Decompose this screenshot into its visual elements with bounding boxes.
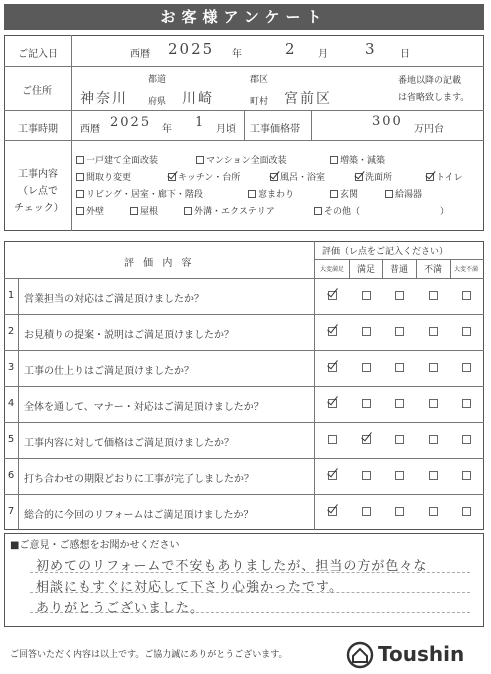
work-period-label: 工事時期 — [18, 124, 58, 135]
rating-level-3: 不満 — [423, 265, 442, 275]
date-label: ご記入日 — [18, 49, 58, 60]
question-text: 打ち合わせの期限どおりに工事が完了しましたか？ — [24, 474, 254, 485]
work-option-8[interactable] — [76, 187, 203, 200]
rating-checkbox-q7-2[interactable] — [395, 507, 404, 516]
work-option-3[interactable] — [76, 170, 131, 183]
work-option-6[interactable] — [355, 170, 392, 183]
date-month-value: 2 — [285, 40, 297, 58]
work-option-label: 増築・減築 — [340, 156, 386, 166]
address-pref-value: 神奈川 — [80, 91, 128, 107]
comments-label: ■ご意見・ご感想をお聞かせください — [10, 540, 180, 551]
price-value: 300 — [372, 114, 403, 129]
question-text: 工事の仕上りはご満足頂けましたか？ — [24, 366, 194, 377]
comment-line-2: 相談にもすぐに対応して下さり心強かったです。 — [36, 580, 343, 595]
address-city-value: 川崎 — [182, 91, 214, 107]
address-label: ご住所 — [22, 86, 52, 97]
work-option-checkbox[interactable] — [130, 207, 138, 215]
rating-checkbox-q6-3[interactable] — [429, 471, 438, 480]
work-year-value: 2025 — [110, 115, 152, 130]
work-option-checkbox[interactable] — [270, 173, 278, 181]
rating-checkbox-q3-0[interactable] — [328, 363, 337, 372]
address-note-line1: 番地以降の記載 — [398, 76, 462, 86]
date-era: 西暦 — [130, 49, 150, 60]
rating-checkbox-q4-0[interactable] — [328, 399, 337, 408]
content-label-line3: チェック） — [14, 203, 64, 214]
date-day-value: 3 — [365, 40, 377, 58]
work-month-unit: 月頃 — [216, 124, 236, 135]
address-city-bottom: 町村 — [250, 97, 269, 107]
rating-checkbox-q7-3[interactable] — [429, 507, 438, 516]
work-option-checkbox[interactable] — [355, 173, 363, 181]
work-option-checkbox[interactable] — [168, 173, 176, 181]
rating-level-1: 満足 — [356, 265, 375, 275]
rating-checkbox-q5-1[interactable] — [362, 435, 371, 444]
date-year-unit: 年 — [232, 49, 242, 60]
price-label: 工事価格帯 — [250, 124, 300, 135]
rating-checkbox-q4-2[interactable] — [395, 399, 404, 408]
work-option-11[interactable] — [385, 187, 422, 200]
address-pref-bottom: 府県 — [148, 97, 167, 107]
rating-checkbox-q6-4[interactable] — [462, 471, 471, 480]
question-number: 6 — [7, 470, 15, 481]
work-option-4[interactable] — [168, 170, 240, 183]
comment-line-1: 初めてのリフォームで不安もありましたが、担当の方が色々な — [36, 559, 428, 574]
rating-checkbox-q1-0[interactable] — [328, 291, 337, 300]
work-option-label: リビング・居室・廊下・階段 — [86, 190, 203, 200]
date-year-value: 2025 — [168, 40, 215, 58]
question-number: 4 — [7, 398, 15, 409]
address-city-top: 郡区 — [250, 75, 269, 85]
question-text: 工事内容に対して価格はご満足頂けましたか？ — [24, 438, 234, 449]
comment-line-3: ありがとうございました。 — [36, 601, 205, 616]
rating-checkbox-q3-4[interactable] — [462, 363, 471, 372]
address-note-line2: は省略致します。 — [398, 93, 470, 103]
work-option-5[interactable] — [270, 170, 325, 183]
rating-checkbox-q5-0[interactable] — [328, 435, 337, 444]
work-month-value: 1 — [195, 115, 206, 130]
question-number: 5 — [7, 434, 15, 445]
rating-checkbox-q6-0[interactable] — [328, 471, 337, 480]
work-option-15[interactable] — [314, 204, 360, 217]
question-number: 1 — [7, 290, 15, 301]
rating-checkbox-q4-1[interactable] — [362, 399, 371, 408]
work-option-14[interactable] — [184, 204, 275, 217]
work-option-checkbox[interactable] — [426, 173, 434, 181]
rating-content-heading: 評 価 内 容 — [124, 258, 195, 269]
question-text: 全体を通して、マナー・対応はご満足頂けましたか？ — [24, 402, 264, 413]
work-option-0[interactable] — [76, 153, 158, 166]
work-option-label: 間取り変更 — [86, 173, 132, 183]
work-option-7[interactable] — [426, 170, 463, 183]
work-option-label: キッチン・台所 — [178, 173, 241, 183]
work-option-checkbox[interactable] — [330, 190, 338, 198]
work-option-label: 一戸建て全面改装 — [86, 156, 159, 166]
rating-level-0: 大変満足 — [319, 266, 344, 273]
rating-checkbox-q6-2[interactable] — [395, 471, 404, 480]
rating-checkbox-q2-4[interactable] — [462, 327, 471, 336]
question-text: 営業担当の対応はご満足頂けましたか？ — [24, 294, 204, 305]
content-label-line2: （レ点で — [18, 186, 58, 197]
rating-checkbox-q7-4[interactable] — [462, 507, 471, 516]
rating-checkbox-q5-3[interactable] — [429, 435, 438, 444]
work-option-checkbox[interactable] — [330, 156, 338, 164]
rating-checkbox-q3-2[interactable] — [395, 363, 404, 372]
work-option-checkbox[interactable] — [385, 190, 393, 198]
content-label-line1: 工事内容 — [18, 169, 58, 180]
work-option-checkbox[interactable] — [184, 207, 192, 215]
address-pref-top: 都道 — [148, 75, 167, 85]
footer-thanks: ご回答いただく内容は以上です。ご協力誠にありがとうございます。 — [10, 650, 288, 660]
date-month-unit: 月 — [318, 49, 328, 60]
rating-level-4: 大変不満 — [453, 266, 478, 273]
rating-checkbox-q4-3[interactable] — [429, 399, 438, 408]
work-option-checkbox[interactable] — [314, 207, 322, 215]
question-number: 3 — [7, 362, 15, 373]
work-option-label: 給湯器 — [395, 190, 423, 200]
work-option-label: 屋根 — [140, 207, 159, 217]
work-option-checkbox[interactable] — [76, 207, 84, 215]
rating-checkbox-q2-0[interactable] — [328, 327, 337, 336]
work-option-10[interactable] — [330, 187, 358, 200]
work-era: 西暦 — [80, 124, 100, 135]
work-option-label: 窓まわり — [258, 190, 295, 200]
rating-checkbox-q4-4[interactable] — [462, 399, 471, 408]
date-day-unit: 日 — [400, 49, 410, 60]
work-option-checkbox[interactable] — [248, 190, 256, 198]
work-option-label: マンション全面改装 — [206, 156, 287, 166]
work-option-label: トイレ — [436, 173, 463, 183]
rating-checkbox-q1-2[interactable] — [395, 291, 404, 300]
page-title: お客様アンケート — [4, 4, 484, 30]
question-number: 7 — [7, 506, 15, 517]
rating-checkbox-q1-4[interactable] — [462, 291, 471, 300]
brand-name: Toushin — [378, 642, 465, 666]
work-option-13[interactable] — [130, 204, 158, 217]
work-option-checkbox[interactable] — [196, 156, 204, 164]
work-option-label: 玄関 — [340, 190, 359, 200]
price-unit: 万円台 — [414, 124, 444, 135]
logo-mark-icon — [346, 641, 374, 669]
work-option-checkbox[interactable] — [76, 190, 84, 198]
rating-checkbox-q6-1[interactable] — [362, 471, 371, 480]
work-option-label: 風呂・浴室 — [280, 173, 326, 183]
rating-checkbox-q2-2[interactable] — [395, 327, 404, 336]
rating-checkbox-q3-3[interactable] — [429, 363, 438, 372]
work-option-other-close: ） — [440, 207, 450, 217]
question-number: 2 — [7, 326, 15, 337]
work-option-9[interactable] — [248, 187, 294, 200]
work-year-unit: 年 — [162, 124, 172, 135]
rating-checkbox-q1-3[interactable] — [429, 291, 438, 300]
work-option-label: 洗面所 — [365, 173, 393, 183]
rating-checkbox-q5-4[interactable] — [462, 435, 471, 444]
rating-checkbox-q2-3[interactable] — [429, 327, 438, 336]
work-option-12[interactable] — [76, 204, 104, 217]
work-option-1[interactable] — [196, 153, 287, 166]
rating-checkbox-q7-0[interactable] — [328, 507, 337, 516]
work-option-label: 外壁 — [86, 207, 105, 217]
work-option-label: その他（ — [324, 207, 361, 217]
work-option-checkbox[interactable] — [76, 173, 84, 181]
address-town-value: 宮前区 — [284, 91, 332, 107]
question-text: お見積りの提案・説明はご満足頂けましたか？ — [24, 330, 234, 341]
question-text: 総合的に今回のリフォームはご満足頂けましたか？ — [24, 510, 254, 521]
rating-checkbox-q2-1[interactable] — [362, 327, 371, 336]
rating-level-2: 普通 — [389, 265, 408, 275]
work-option-label: 外溝・エクステリア — [194, 207, 275, 217]
rating-checkbox-q1-1[interactable] — [362, 291, 371, 300]
toushin-logo — [346, 640, 480, 670]
work-option-2[interactable] — [330, 153, 385, 166]
rating-checkbox-q7-1[interactable] — [362, 507, 371, 516]
work-option-checkbox[interactable] — [76, 156, 84, 164]
rating-heading: 評価（レ点をご記入ください） — [322, 247, 449, 257]
rating-checkbox-q5-2[interactable] — [395, 435, 404, 444]
rating-checkbox-q3-1[interactable] — [362, 363, 371, 372]
